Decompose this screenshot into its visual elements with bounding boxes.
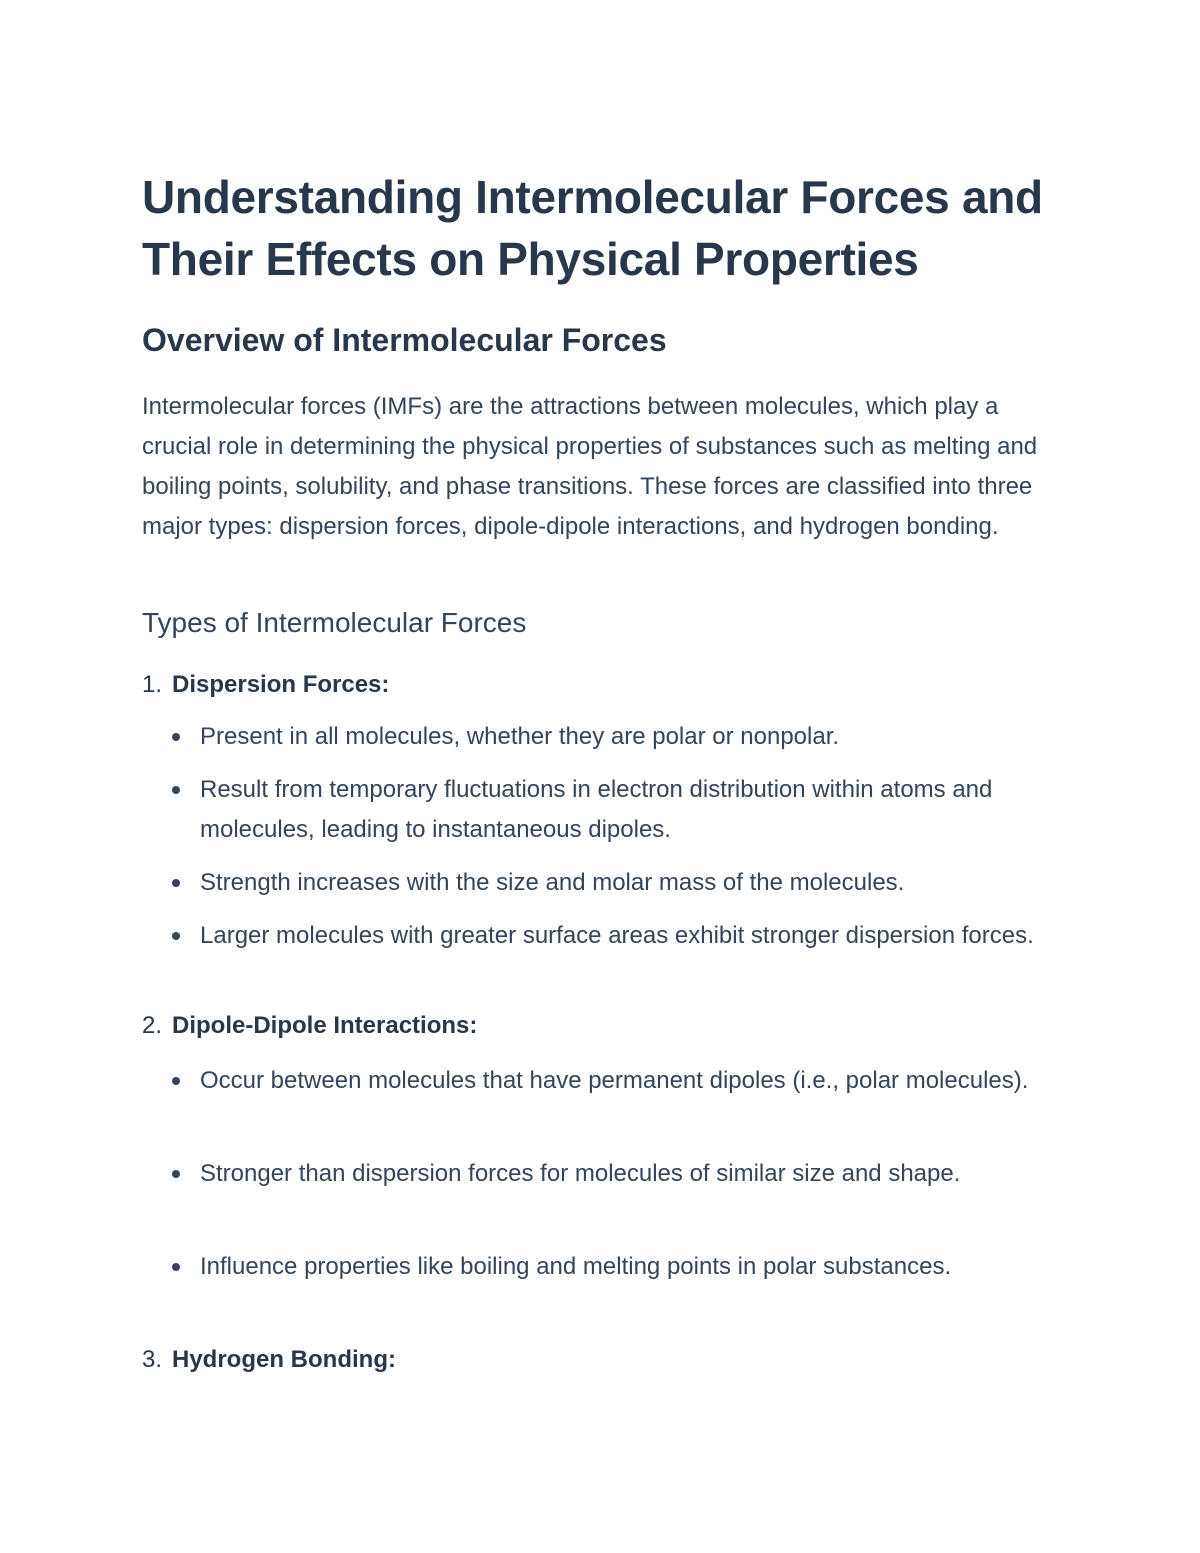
- list-item-text: Result from temporary fluctuations in electron distribution within atoms and molecules, leading to instantaneous dipoles.: [200, 776, 993, 843]
- list-item: [200, 916, 1040, 956]
- list-item-number: 1.: [142, 671, 163, 698]
- list-item-heading: [142, 1342, 396, 1378]
- bullet-icon: [172, 1263, 180, 1271]
- section-heading: Overview of Intermolecular Forces: [142, 322, 667, 358]
- list-item-text: Present in all molecules, whether they are polar or nonpolar.: [200, 723, 840, 750]
- list-item-text: Strength increases with the size and molar mass of the molecules.: [200, 869, 905, 896]
- list-item-heading: [142, 1008, 477, 1044]
- intro-paragraph: Intermolecular forces (IMFs) are the attractions between molecules, which play a crucial role in determining the physical properties of substances such as melting and boiling points, solubility, and phase transitions. These forces are classified into three major types: dispersion forces, dipole-dipole interactions, and hydrogen bonding.: [142, 393, 1038, 540]
- list-item: [200, 717, 1040, 757]
- document-title: Understanding Intermolecular Forces and Their Effects on Physical Properties: [142, 171, 1043, 285]
- list-item: [200, 770, 1040, 850]
- list-item-text: Influence properties like boiling and melting points in polar substances.: [200, 1253, 952, 1280]
- list-item-heading: [142, 667, 389, 703]
- list-item-text: Stronger than dispersion forces for molecules of similar size and shape.: [200, 1160, 961, 1187]
- bullet-icon: [172, 733, 180, 741]
- list-item-text: Larger molecules with greater surface areas exhibit stronger dispersion forces.: [200, 922, 1034, 949]
- list-item-label: Hydrogen Bonding:: [172, 1346, 396, 1373]
- bullet-icon: [172, 1170, 180, 1178]
- list-item-text: Occur between molecules that have permanent dipoles (i.e., polar molecules).: [200, 1067, 1029, 1094]
- list-item-label: Dispersion Forces:: [172, 671, 390, 698]
- subheading: Types of Intermolecular Forces: [142, 607, 527, 638]
- list-item: [200, 863, 1040, 903]
- list-item: [200, 1061, 1040, 1101]
- list-item: [200, 1247, 1040, 1287]
- bullet-icon: [172, 932, 180, 940]
- list-item-number: 2.: [142, 1012, 163, 1039]
- list-item-number: 3.: [142, 1346, 163, 1373]
- bullet-icon: [172, 786, 180, 794]
- bullet-icon: [172, 1077, 180, 1085]
- list-item-label: Dipole-Dipole Interactions:: [172, 1012, 478, 1039]
- list-item: [200, 1154, 1040, 1194]
- bullet-icon: [172, 879, 180, 887]
